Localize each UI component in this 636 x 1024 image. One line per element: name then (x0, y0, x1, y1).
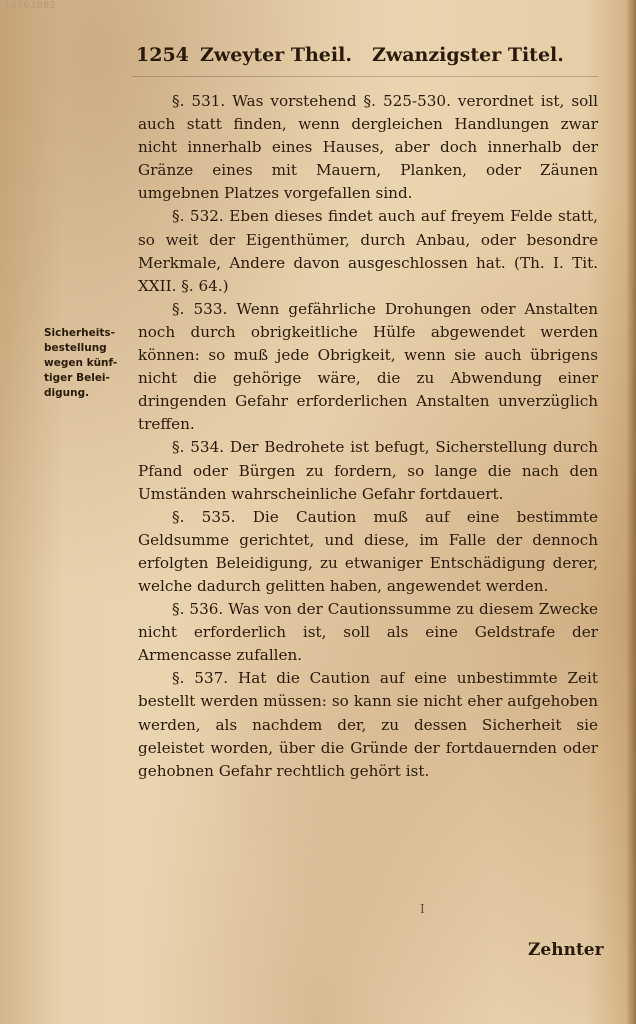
margin-note (44, 326, 136, 401)
margin-note-line: wegen künf- (44, 357, 118, 369)
title-heading: Zwanzigster Titel. (372, 44, 564, 66)
paragraph-text: §. 531. Was vorstehend §. 525-530. verordnet ist, soll auch statt finden, wenn dergleichen Handlungen zwar nicht innerhalb eines Hauses, aber doch innerhalb der Gränze eines mit Mauern, Planken, oder Zäunen umgebnen Platzes vorgefallen sind. (138, 92, 598, 203)
paragraph-text: §. 537. Hat die Caution auf eine unbestimmte Zeit bestellt werden müssen: so kann sie nicht eher aufgehoben werden, als nachdem der, zu dessen Sicherheit sie geleistet worden, über die Gründe der fortdauernden oder gehobnen Gefahr rechtlich gehört ist. (138, 669, 598, 780)
paragraph-532 (138, 205, 598, 297)
part-heading: Zweyter Theil. (200, 44, 352, 66)
running-head (136, 44, 564, 74)
margin-note-line: digung. (44, 387, 90, 399)
paragraph-531 (138, 90, 598, 205)
page-edge-shadow (626, 0, 636, 1024)
paragraph-text: §. 535. Die Caution muß auf eine bestimmte Geldsumme gerichtet, und diese, im Falle der dennoch erfolgten Beleidigung, zu etwaniger Entschädigung derer, welche dadurch gelitten haben, angewendet werden. (138, 507, 598, 595)
catchword: Zehnter (528, 940, 604, 960)
page-number: 1254 (136, 44, 189, 66)
stray-mark: I (420, 902, 425, 916)
body-text (138, 90, 598, 783)
paragraph-535 (138, 506, 598, 598)
margin-note-line: Sicherheits- (44, 327, 115, 339)
margin-note-line: bestellung (44, 342, 107, 354)
paragraph-534 (138, 436, 598, 505)
paragraph-text: §. 534. Der Bedrohete ist befugt, Sicherstellung durch Pfand oder Bürgen zu fordern, so lange die nach den Umständen wahrscheinliche Gefahr fortdauert. (138, 438, 598, 503)
paragraph-536 (138, 598, 598, 667)
paragraph-533 (138, 298, 598, 437)
paragraph-text: §. 532. Eben dieses findet auch auf freyem Felde statt, so weit der Eigenthümer, durch Anbau, oder besondre Merkmale, Andere davon ausgeschlossen hat. (Th. I. Tit. XXII. §. 64.) (138, 207, 598, 295)
library-stamp: 10703882 (4, 0, 57, 11)
margin-note-line: tiger Belei- (44, 372, 110, 384)
paragraph-text: §. 533. Wenn gefährliche Drohungen oder Anstalten noch durch obrigkeitliche Hülfe abgewendet werden können: so muß jede Obrigkeit, wenn sie auch übrigens nicht die gehörige wäre, die zu Abwendung einer dringenden Gefahr erforderlichen Anstalten unverzüglich treffen. (138, 299, 598, 434)
header-divider (132, 76, 598, 77)
paragraph-text: §. 536. Was von der Cautionssumme zu diesem Zwecke nicht erforderlich ist, soll als eine Geldstrafe der Armencasse zufallen. (138, 600, 598, 665)
paragraph-537 (138, 667, 598, 782)
